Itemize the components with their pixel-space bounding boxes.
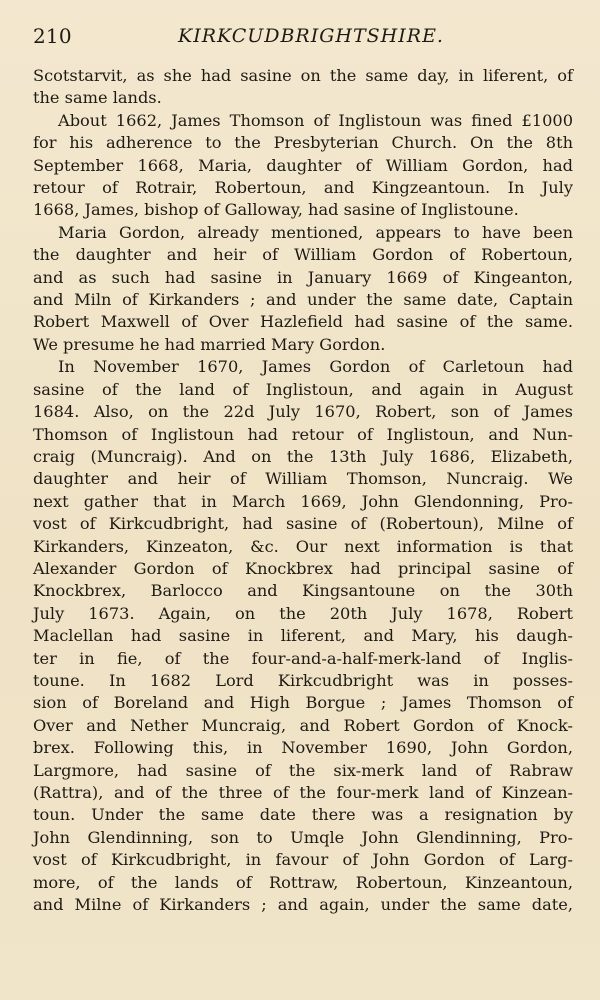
text-line: About 1662, James Thomson of Inglistoun was fined £1000: [58, 110, 573, 130]
running-head: KIRKCUDBRIGHTSHIRE.: [178, 25, 444, 47]
text-line: Over and Nether Muncraig, and Robert Gordon of Knock-: [33, 715, 573, 735]
text-line: July 1673. Again, on the 20th July 1678, Robert: [33, 603, 573, 623]
text-line: retour of Rotrair, Robertoun, and Kingzeantoun. In July: [33, 178, 573, 198]
text-line: John Glendinning, son to Umqle John Glendinning, Pro-: [33, 827, 573, 847]
text-line: Thomson of Inglistoun had retour of Inglistoun, and Nun-: [33, 424, 573, 444]
text-line: craig (Muncraig). And on the 13th July 1686, Elizabeth,: [33, 446, 573, 466]
text-line: more, of the lands of Rottraw, Robertoun, Kinzeantoun,: [33, 872, 573, 892]
text-line: 1668, James, bishop of Galloway, had sasine of Inglistoune.: [33, 200, 519, 220]
text-line: and Milne of Kirkanders ; and again, under the same date,: [33, 895, 573, 915]
text-line: September 1668, Maria, daughter of William Gordon, had: [33, 155, 573, 175]
paragraph-1: [33, 65, 573, 110]
text-line: daughter and heir of William Thomson, Nuncraig. We: [33, 469, 573, 489]
text-line: vost of Kirkcudbright, had sasine of (Robertoun), Milne of: [33, 514, 573, 534]
paragraph-4: [33, 356, 573, 916]
page-number: 210: [33, 24, 72, 48]
text-line: the daughter and heir of William Gordon of Robertoun,: [33, 245, 573, 265]
paragraph-2: [33, 110, 573, 222]
text-line: Maclellan had sasine in liferent, and Mary, his daugh-: [33, 626, 573, 646]
text-line: Largmore, had sasine of the six-merk land of Rabraw: [33, 760, 573, 780]
text-line: We presume he had married Mary Gordon.: [33, 334, 386, 354]
text-line: and Miln of Kirkanders ; and under the same date, Captain: [33, 290, 573, 310]
text-line: sion of Boreland and High Borgue ; James Thomson of: [33, 693, 573, 713]
text-line: for his adherence to the Presbyterian Church. On the 8th: [33, 133, 573, 153]
text-line: Alexander Gordon of Knockbrex had principal sasine of: [33, 558, 573, 578]
text-line: ter in fie, of the four-and-a-half-merk-land of Inglis-: [33, 648, 573, 668]
text-line: and as such had sasine in January 1669 of Kingeanton,: [33, 267, 573, 287]
text-line: (Rattra), and of the three of the four-merk land of Kinzean-: [33, 783, 573, 802]
text-line: Knockbrex, Barlocco and Kingsantoune on the 30th: [33, 581, 573, 601]
page-header: [33, 18, 567, 52]
text-line: toune. In 1682 Lord Kirkcudbright was in posses-: [33, 670, 573, 690]
text-line: Kirkanders, Kinzeaton, &c. Our next information is that: [33, 536, 573, 556]
paragraph-3: [33, 222, 573, 356]
text-line: In November 1670, James Gordon of Carletoun had: [58, 357, 573, 377]
text-line: the same lands.: [33, 88, 162, 108]
text-line: toun. Under the same date there was a resignation by: [33, 805, 573, 825]
body-text: [33, 65, 573, 916]
text-line: next gather that in March 1669, John Glendonning, Pro-: [33, 491, 573, 511]
text-line: sasine of the land of Inglistoun, and again in August: [33, 379, 573, 399]
text-line: Maria Gordon, already mentioned, appears to have been: [58, 222, 573, 242]
text-line: vost of Kirkcudbright, in favour of John Gordon of Larg-: [33, 850, 573, 870]
text-line: brex. Following this, in November 1690, John Gordon,: [33, 738, 573, 758]
text-line: Scotstarvit, as she had sasine on the same day, in liferent, of: [33, 66, 573, 85]
text-line: 1684. Also, on the 22d July 1670, Robert, son of James: [33, 402, 573, 422]
text-line: Robert Maxwell of Over Hazlefield had sasine of the same.: [33, 312, 573, 332]
